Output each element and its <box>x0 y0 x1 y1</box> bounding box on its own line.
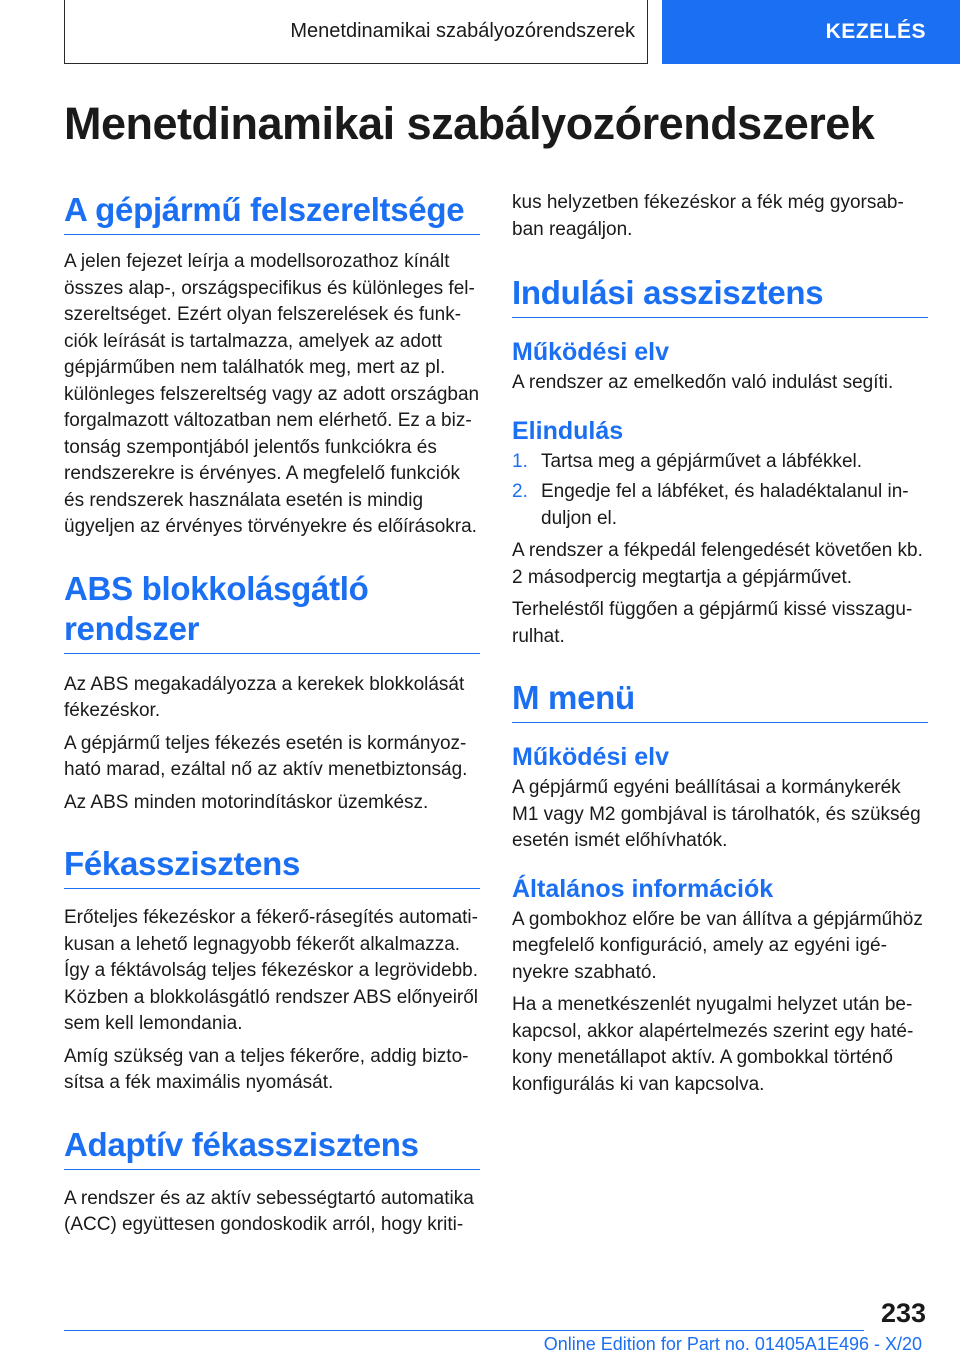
heading-m-menu: M menü <box>512 678 928 723</box>
page-title: Menetdinamikai szabályozórendszerek <box>64 98 875 149</box>
page-number: 233 <box>880 1298 926 1328</box>
paragraph-continued: kus helyzetben fékezéskor a fék még gyorsabban reagáljon. <box>512 192 904 240</box>
step-number: 1. <box>512 450 528 472</box>
footer-edition: Online Edition for Part no. 01405A1E496 - X/20 <box>543 1334 922 1354</box>
step-number: 2. <box>512 481 528 502</box>
list-item <box>512 449 928 476</box>
paragraph-adaptiv: A rendszer és az aktív sebességtartó automatika (ACC) együttesen gondoskodik arról, hogy kriti- <box>64 1187 474 1235</box>
heading-abs: ABS blokkolásgátló rendszer <box>64 569 480 654</box>
paragraph-abs-2: A gépjármű teljes fékezés esetén is kormányozható marad, ezáltal nő az aktív menetbiztonság. <box>64 732 468 780</box>
heading-felszereltseg: A gépjármű felszereltsége <box>64 190 480 235</box>
right-column <box>512 190 928 1098</box>
step-text: Engedje fel a lábféket, és haladéktalanul induljon el. <box>541 481 909 529</box>
steps-list <box>512 449 928 533</box>
paragraph-elv-2: A gépjármű egyéni beállításai a kormánykerék M1 vagy M2 gombjával is tárolhatók, és szükség esetén ismét előhívhatók. <box>512 777 921 851</box>
paragraph-indulas-2: Terheléstől függően a gépjármű kissé visszagurulhat. <box>512 599 913 647</box>
subheading-elv-2: Működési elv <box>512 743 669 771</box>
paragraph-altalanos-2: Ha a menetkészenlét nyugalmi helyzet után bekapcsol, akkor alapértelmezés szerint egy hatékony menetállapot aktív. A gombokkal történő konfigurálás ki van kapcsolva. <box>512 994 914 1095</box>
footer-divider <box>64 1330 864 1331</box>
heading-adaptiv: Adaptív fékasszisztens <box>64 1125 480 1170</box>
paragraph-abs-1: Az ABS megakadályozza a kerekek blokkolását fékezéskor. <box>64 673 465 721</box>
heading-indulasi: Indulási asszisztens <box>512 273 928 318</box>
paragraph-elv-1: A rendszer az emelkedőn való indulást segíti. <box>512 372 894 393</box>
paragraph-felszereltseg: A jelen fejezet leírja a modellsorozathoz kínált összes alap-, országspecifikus és különleges felszereltséget. Ezért olyan felszerelések és funkciók leírását is tartalmazza, amelyek az adott gépjárműben nem találhatók meg, mert az pl. különleges felszereltség vagy az adott országban forgalmazott változatban nem elérhető. Ez a biztonság szempontjából jelentős funkciókra és rendszerekre is érvényes. A megfelelő funkciók és rendszerek használata esetén is mindig ügyeljen az érvényes törvényekre és előírásokra. <box>64 251 480 537</box>
subheading-elindulas: Elindulás <box>512 416 624 445</box>
list-item <box>512 479 928 532</box>
subheading-altalanos: Általános információk <box>512 874 774 903</box>
step-text: Tartsa meg a gépjárművet a lábfékkel. <box>541 450 863 472</box>
header-chapter <box>64 0 648 64</box>
header-section-tab <box>662 0 960 64</box>
paragraph-abs-3: Az ABS minden motorindításkor üzemkész. <box>64 791 429 813</box>
paragraph-fek-1: Erőteljes fékezéskor a fékerő-rásegítés automatikusan a lehető legnagyobb fékerőt alkalmazza. Így a féktávolság teljes fékezéskor a legrövidebb. Közben a blokkolásgátló rendszer ABS előnyeiről sem kell lemondania. <box>64 907 479 1034</box>
paragraph-fek-2: Amíg szükség van a teljes fékerőre, addig biztosítsa a fék maximális nyomását. <box>64 1045 469 1093</box>
paragraph-indulas-1: A rendszer a fékpedál felengedését követően kb. 2 másodpercig megtartja a gépjárművet. <box>512 540 923 588</box>
paragraph-altalanos-1: A gombokhoz előre be van állítva a gépjárműhöz megfelelő konfiguráció, amely az egyéni igényekre szabható. <box>512 908 923 983</box>
header-section-label: KEZELÉS <box>825 20 926 43</box>
subheading-elv-1: Működési elv <box>512 338 669 366</box>
header-chapter-label: Menetdinamikai szabályozórendszerek <box>290 20 635 42</box>
heading-fekasszisztens: Fékasszisztens <box>64 844 480 889</box>
left-column <box>64 190 480 1239</box>
